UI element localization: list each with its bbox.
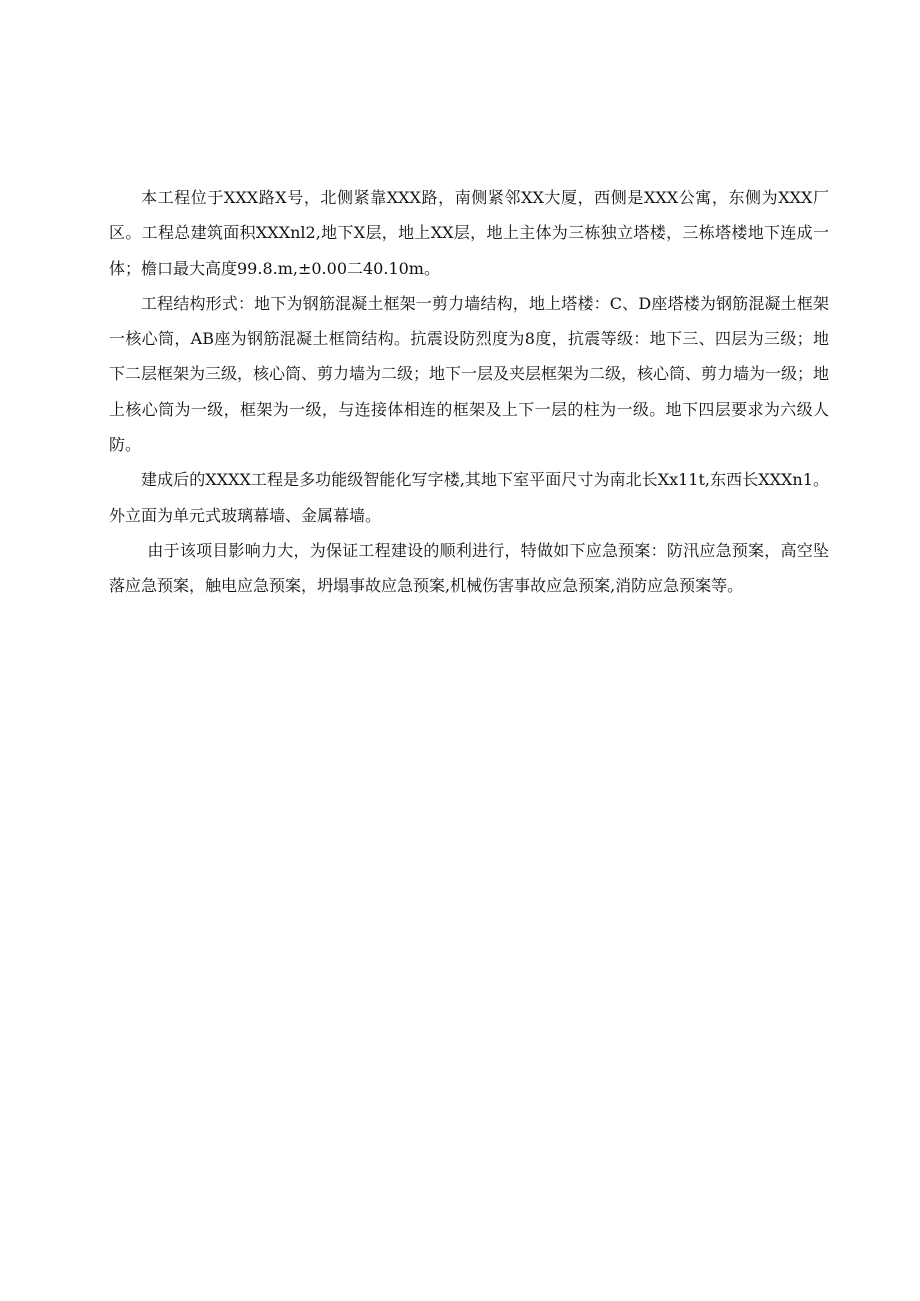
paragraph-emergency-plans: 由于该项目影响力大，为保证工程建设的顺利进行，特做如下应急预案：防汛应急预案，高空坠落应急预案，触电应急预案，坍塌事故应急预案,机械伤害事故应急预案,消防应急预案等。 [109, 540, 829, 596]
paragraph-project-location: 本工程位于XXX路X号，北侧紧靠XXX路，南侧紧邻XX大厦，西侧是XXX公寓，东侧为XXX厂区。工程总建筑面积XXXnl2,地下X层，地上XX层，地上主体为三栋独立塔楼，三栋塔楼地下连成一体；檐口最大高度99.8.m,±0.00二40.10m。 [109, 188, 829, 278]
document-body [109, 180, 829, 604]
paragraph-building-description: 建成后的XXXX工程是多功能级智能化写字楼,其地下室平面尺寸为南北长Xx11t,东西长XXXn1。外立面为单元式玻璃幕墙、金属幕墙。 [109, 470, 829, 525]
paragraph-structure-form: 工程结构形式：地下为钢筋混凝土框架一剪力墙结构，地上塔楼：C、D座塔楼为钢筋混凝土框架一核心筒，AB座为钢筋混凝土框筒结构。抗震设防烈度为8度，抗震等级：地下三、四层为三级；地下二层框架为三级，核心筒、剪力墙为二级；地下一层及夹层框架为二级，核心筒、剪力墙为一级；地上核心筒为一级，框架为一级，与连接体相连的框架及上下一层的柱为一级。地下四层要求为六级人防。 [109, 293, 830, 455]
